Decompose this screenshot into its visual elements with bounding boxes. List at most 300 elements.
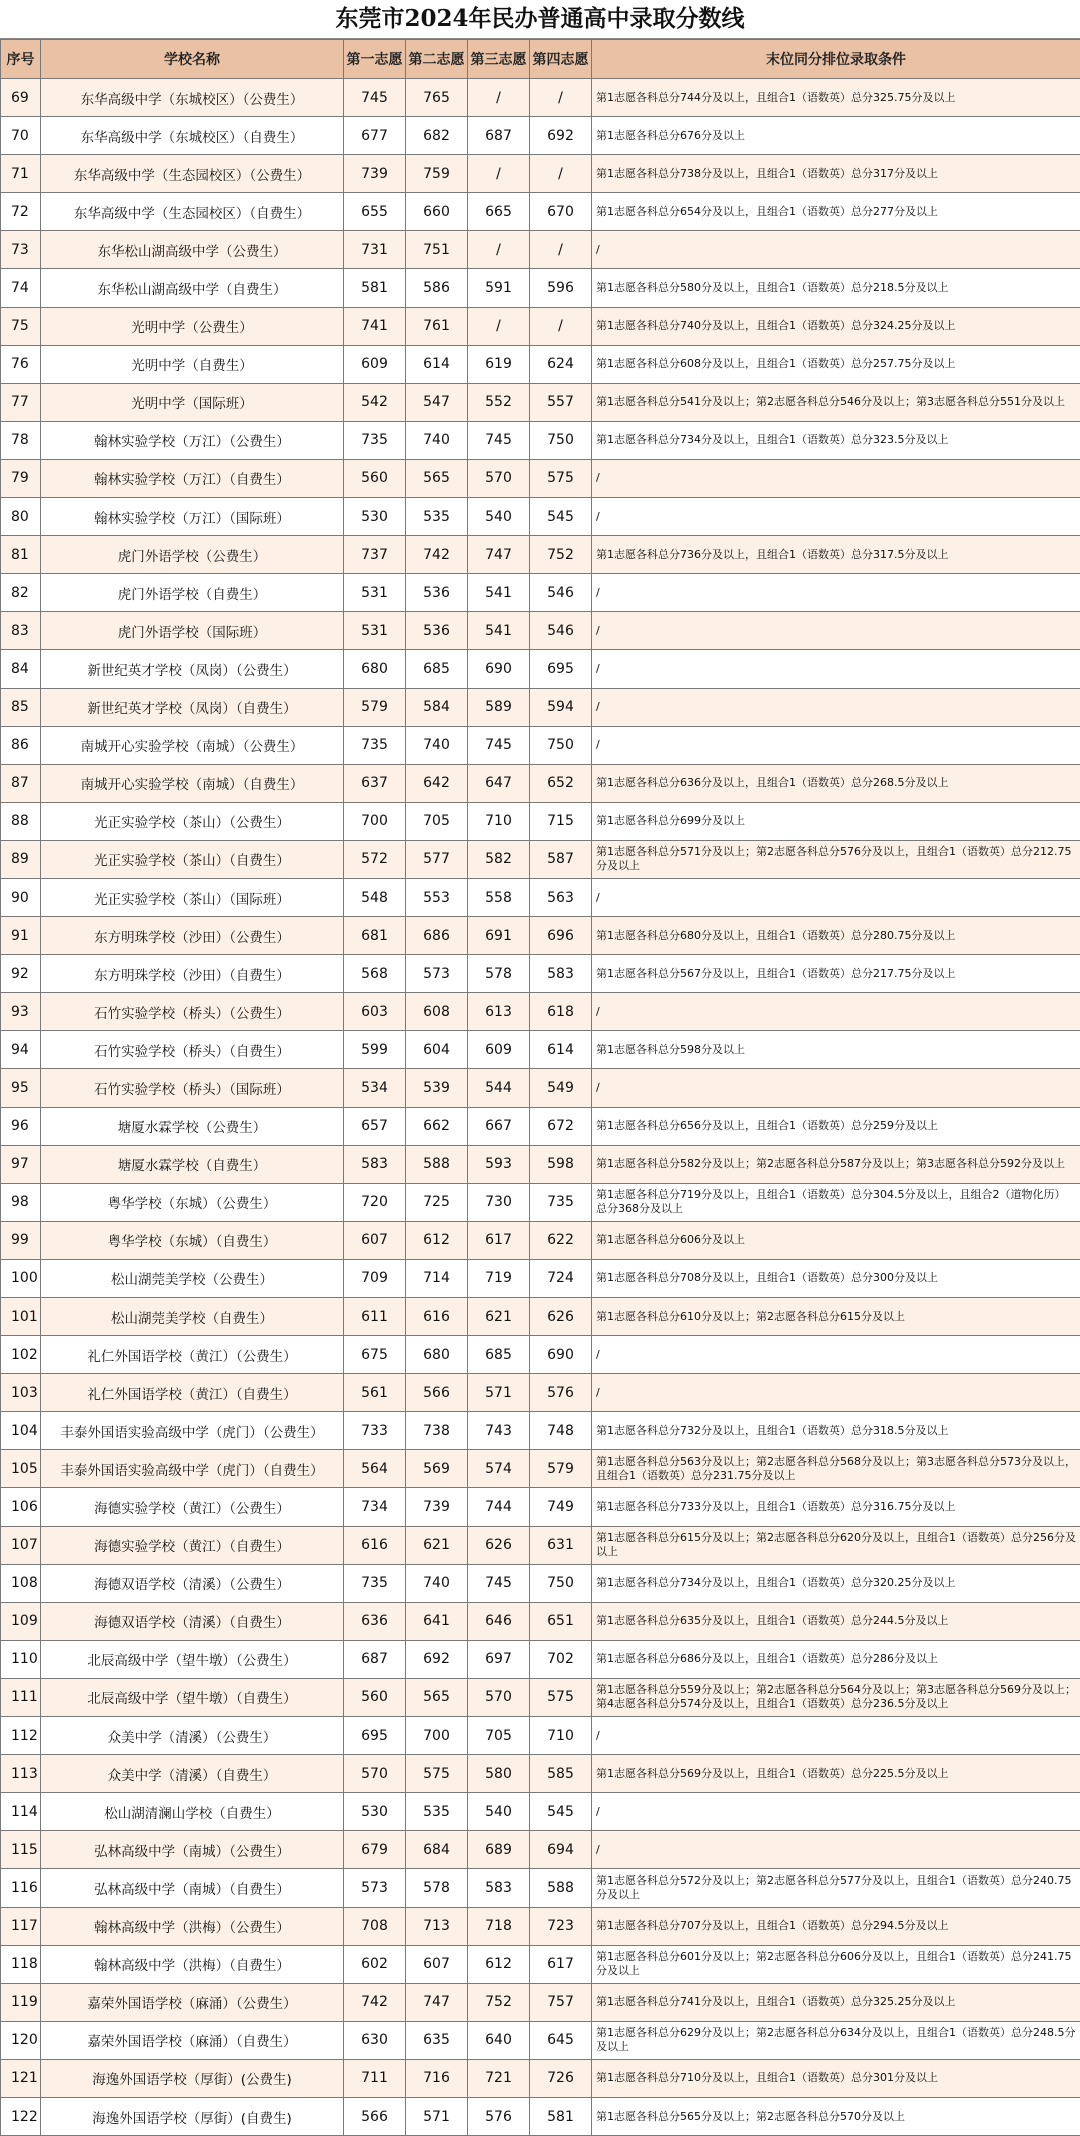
row-seq: 71: [1, 155, 41, 193]
row-choice-1: 583: [344, 1145, 406, 1183]
row-choice-4: 702: [530, 1640, 592, 1678]
row-school-name: 东华高级中学（生态园校区）（自费生）: [41, 193, 344, 231]
row-choice-3: 541: [468, 612, 530, 650]
table-row: [1, 878, 1080, 916]
row-seq: 106: [1, 1488, 41, 1526]
row-choice-2: 684: [406, 1831, 468, 1869]
row-school-name: 海德双语学校（清溪）（公费生）: [41, 1564, 344, 1602]
row-school-name: 光明中学（国际班）: [41, 383, 344, 421]
row-choice-2: 547: [406, 383, 468, 421]
row-seq: 73: [1, 231, 41, 269]
row-tiebreak-condition: 第1志愿各科总分606分及以上: [592, 1221, 1080, 1259]
admission-score-table: [0, 39, 1080, 2136]
row-school-name: 众美中学（清溪）（公费生）: [41, 1717, 344, 1755]
row-school-name: 虎门外语学校（国际班）: [41, 612, 344, 650]
row-choice-1: 534: [344, 1069, 406, 1107]
row-seq: 111: [1, 1678, 41, 1716]
row-school-name: 东华松山湖高级中学（自费生）: [41, 269, 344, 307]
row-tiebreak-condition: 第1志愿各科总分734分及以上，且组合1（语数英）总分320.25分及以上: [592, 1564, 1080, 1602]
row-choice-4: 626: [530, 1298, 592, 1336]
row-choice-2: 569: [406, 1450, 468, 1488]
table-row: [1, 726, 1080, 764]
row-choice-1: 657: [344, 1107, 406, 1145]
row-seq: 86: [1, 726, 41, 764]
table-row: [1, 917, 1080, 955]
row-choice-2: 588: [406, 1145, 468, 1183]
row-tiebreak-condition: 第1志愿各科总分559分及以上；第2志愿各科总分564分及以上；第3志愿各科总分569分及以上；第4志愿各科总分574分及以上，且组合1（语数英）总分236.5分及以上: [592, 1678, 1080, 1716]
row-choice-1: 602: [344, 1945, 406, 1983]
row-tiebreak-condition: /: [592, 688, 1080, 726]
row-choice-3: 552: [468, 383, 530, 421]
row-seq: 98: [1, 1183, 41, 1221]
row-choice-4: /: [530, 155, 592, 193]
row-choice-3: 665: [468, 193, 530, 231]
row-choice-2: 738: [406, 1412, 468, 1450]
row-tiebreak-condition: 第1志愿各科总分732分及以上，且组合1（语数英）总分318.5分及以上: [592, 1412, 1080, 1450]
row-seq: 85: [1, 688, 41, 726]
table-row: [1, 117, 1080, 155]
row-tiebreak-condition: 第1志愿各科总分740分及以上，且组合1（语数英）总分324.25分及以上: [592, 307, 1080, 345]
row-school-name: 海逸外国语学校（厚街）(公费生): [41, 2059, 344, 2097]
row-choice-4: 576: [530, 1374, 592, 1412]
row-seq: 93: [1, 993, 41, 1031]
row-choice-4: 579: [530, 1450, 592, 1488]
row-choice-4: 575: [530, 459, 592, 497]
row-seq: 69: [1, 79, 41, 117]
row-choice-2: 713: [406, 1907, 468, 1945]
row-choice-1: 708: [344, 1907, 406, 1945]
row-school-name: 光正实验学校（茶山）（国际班）: [41, 878, 344, 916]
row-choice-2: 535: [406, 1793, 468, 1831]
row-choice-1: 531: [344, 612, 406, 650]
row-seq: 97: [1, 1145, 41, 1183]
table-row: [1, 498, 1080, 536]
row-choice-2: 539: [406, 1069, 468, 1107]
row-choice-3: 752: [468, 1983, 530, 2021]
row-tiebreak-condition: /: [592, 1717, 1080, 1755]
table-row: [1, 2059, 1080, 2097]
table-row: [1, 421, 1080, 459]
row-choice-2: 553: [406, 878, 468, 916]
row-school-name: 嘉荣外国语学校（麻涌）（自费生）: [41, 2021, 344, 2059]
row-choice-3: /: [468, 155, 530, 193]
table-row: [1, 155, 1080, 193]
table-row: [1, 345, 1080, 383]
table-row: [1, 612, 1080, 650]
table-row: [1, 1793, 1080, 1831]
row-school-name: 松山湖清澜山学校（自费生）: [41, 1793, 344, 1831]
row-school-name: 弘林高级中学（南城）（公费生）: [41, 1831, 344, 1869]
row-choice-2: 740: [406, 1564, 468, 1602]
row-tiebreak-condition: /: [592, 993, 1080, 1031]
row-choice-3: 580: [468, 1755, 530, 1793]
row-tiebreak-condition: /: [592, 1831, 1080, 1869]
table-row: [1, 2097, 1080, 2135]
row-choice-1: 542: [344, 383, 406, 421]
row-choice-3: 544: [468, 1069, 530, 1107]
row-choice-4: 695: [530, 650, 592, 688]
row-choice-4: 750: [530, 1564, 592, 1602]
header-seq: 序号: [1, 40, 41, 79]
row-choice-3: 705: [468, 1717, 530, 1755]
row-choice-1: 711: [344, 2059, 406, 2097]
row-tiebreak-condition: 第1志愿各科总分708分及以上，且组合1（语数英）总分300分及以上: [592, 1259, 1080, 1297]
row-school-name: 虎门外语学校（公费生）: [41, 536, 344, 574]
row-school-name: 东华高级中学（东城校区）（公费生）: [41, 79, 344, 117]
row-choice-3: 591: [468, 269, 530, 307]
row-seq: 96: [1, 1107, 41, 1145]
row-choice-2: 692: [406, 1640, 468, 1678]
table-row: [1, 1526, 1080, 1564]
row-choice-3: 743: [468, 1412, 530, 1450]
row-school-name: 粤华学校（东城）（自费生）: [41, 1221, 344, 1259]
row-choice-2: 765: [406, 79, 468, 117]
row-choice-3: 710: [468, 802, 530, 840]
row-choice-4: 749: [530, 1488, 592, 1526]
row-choice-3: 718: [468, 1907, 530, 1945]
row-choice-4: 624: [530, 345, 592, 383]
row-choice-4: 726: [530, 2059, 592, 2097]
row-choice-1: 733: [344, 1412, 406, 1450]
table-row: [1, 1183, 1080, 1221]
row-choice-4: 618: [530, 993, 592, 1031]
row-tiebreak-condition: /: [592, 650, 1080, 688]
row-choice-4: 549: [530, 1069, 592, 1107]
row-choice-1: 739: [344, 155, 406, 193]
row-school-name: 翰林实验学校（万江）（国际班）: [41, 498, 344, 536]
row-tiebreak-condition: /: [592, 1793, 1080, 1831]
row-tiebreak-condition: 第1志愿各科总分598分及以上: [592, 1031, 1080, 1069]
row-choice-4: 690: [530, 1336, 592, 1374]
row-school-name: 海德实验学校（黄江）（公费生）: [41, 1488, 344, 1526]
row-seq: 110: [1, 1640, 41, 1678]
table-row: [1, 1069, 1080, 1107]
row-choice-4: /: [530, 79, 592, 117]
table-row: [1, 1259, 1080, 1297]
row-school-name: 嘉荣外国语学校（麻涌）（公费生）: [41, 1983, 344, 2021]
row-school-name: 东华高级中学（生态园校区）（公费生）: [41, 155, 344, 193]
row-school-name: 光正实验学校（茶山）（公费生）: [41, 802, 344, 840]
row-choice-2: 725: [406, 1183, 468, 1221]
row-seq: 105: [1, 1450, 41, 1488]
row-school-name: 松山湖莞美学校（自费生）: [41, 1298, 344, 1336]
table-row: [1, 1831, 1080, 1869]
table-row: [1, 1678, 1080, 1716]
row-choice-3: 690: [468, 650, 530, 688]
row-choice-2: 635: [406, 2021, 468, 2059]
row-tiebreak-condition: 第1志愿各科总分719分及以上，且组合1（语数英）总分304.5分及以上，且组合2（道物化历）总分368分及以上: [592, 1183, 1080, 1221]
row-choice-2: 742: [406, 536, 468, 574]
row-choice-1: 570: [344, 1755, 406, 1793]
row-tiebreak-condition: 第1志愿各科总分572分及以上；第2志愿各科总分577分及以上，且组合1（语数英）总分240.75分及以上: [592, 1869, 1080, 1907]
row-choice-4: 696: [530, 917, 592, 955]
row-school-name: 海德实验学校（黄江）（自费生）: [41, 1526, 344, 1564]
row-school-name: 海逸外国语学校（厚街）(自费生): [41, 2097, 344, 2135]
row-seq: 70: [1, 117, 41, 155]
table-row: [1, 1221, 1080, 1259]
row-choice-1: 742: [344, 1983, 406, 2021]
row-school-name: 光明中学（公费生）: [41, 307, 344, 345]
row-choice-4: 645: [530, 2021, 592, 2059]
row-tiebreak-condition: 第1志愿各科总分567分及以上，且组合1（语数英）总分217.75分及以上: [592, 955, 1080, 993]
row-choice-4: 622: [530, 1221, 592, 1259]
row-choice-2: 612: [406, 1221, 468, 1259]
row-choice-3: 621: [468, 1298, 530, 1336]
table-row: [1, 536, 1080, 574]
row-tiebreak-condition: 第1志愿各科总分686分及以上，且组合1（语数英）总分286分及以上: [592, 1640, 1080, 1678]
row-school-name: 众美中学（清溪）（自费生）: [41, 1755, 344, 1793]
row-seq: 78: [1, 421, 41, 459]
table-row: [1, 1602, 1080, 1640]
row-seq: 99: [1, 1221, 41, 1259]
row-seq: 90: [1, 878, 41, 916]
row-choice-2: 686: [406, 917, 468, 955]
row-seq: 101: [1, 1298, 41, 1336]
row-school-name: 光正实验学校（茶山）（自费生）: [41, 840, 344, 878]
row-school-name: 石竹实验学校（桥头）（公费生）: [41, 993, 344, 1031]
table-row: [1, 1298, 1080, 1336]
row-choice-2: 714: [406, 1259, 468, 1297]
table-row: [1, 1755, 1080, 1793]
row-choice-4: 715: [530, 802, 592, 840]
row-school-name: 翰林实验学校（万江）（自费生）: [41, 459, 344, 497]
row-choice-3: 685: [468, 1336, 530, 1374]
row-choice-3: 719: [468, 1259, 530, 1297]
row-choice-1: 548: [344, 878, 406, 916]
row-choice-4: 735: [530, 1183, 592, 1221]
table-row: [1, 1336, 1080, 1374]
table-row: [1, 802, 1080, 840]
row-choice-1: 560: [344, 459, 406, 497]
row-choice-1: 572: [344, 840, 406, 878]
row-choice-2: 716: [406, 2059, 468, 2097]
row-choice-4: 585: [530, 1755, 592, 1793]
table-row: [1, 1145, 1080, 1183]
row-tiebreak-condition: 第1志愿各科总分635分及以上，且组合1（语数英）总分244.5分及以上: [592, 1602, 1080, 1640]
row-school-name: 礼仁外国语学校（黄江）（公费生）: [41, 1336, 344, 1374]
header-tiebreak-condition: 末位同分排位录取条件: [592, 40, 1080, 79]
row-tiebreak-condition: 第1志愿各科总分741分及以上，且组合1（语数英）总分325.25分及以上: [592, 1983, 1080, 2021]
row-choice-2: 566: [406, 1374, 468, 1412]
table-row: [1, 1983, 1080, 2021]
table-row: [1, 1031, 1080, 1069]
row-choice-4: /: [530, 307, 592, 345]
row-choice-3: /: [468, 307, 530, 345]
row-choice-4: 757: [530, 1983, 592, 2021]
row-choice-3: 745: [468, 421, 530, 459]
table-row: [1, 1488, 1080, 1526]
table-row: [1, 1107, 1080, 1145]
row-choice-3: 647: [468, 764, 530, 802]
row-choice-3: 626: [468, 1526, 530, 1564]
row-choice-4: 598: [530, 1145, 592, 1183]
table-row: [1, 1564, 1080, 1602]
row-tiebreak-condition: 第1志愿各科总分608分及以上，且组合1（语数英）总分257.75分及以上: [592, 345, 1080, 383]
row-choice-1: 581: [344, 269, 406, 307]
header-choice-2: 第二志愿: [406, 40, 468, 79]
row-choice-4: 588: [530, 1869, 592, 1907]
row-choice-2: 621: [406, 1526, 468, 1564]
row-school-name: 南城开心实验学校（南城）（自费生）: [41, 764, 344, 802]
row-choice-2: 586: [406, 269, 468, 307]
row-choice-3: 589: [468, 688, 530, 726]
row-choice-2: 573: [406, 955, 468, 993]
row-choice-1: 655: [344, 193, 406, 231]
row-choice-2: 641: [406, 1602, 468, 1640]
row-choice-3: 576: [468, 2097, 530, 2135]
row-choice-3: 619: [468, 345, 530, 383]
row-seq: 72: [1, 193, 41, 231]
row-seq: 75: [1, 307, 41, 345]
row-school-name: 北辰高级中学（望牛墩）（公费生）: [41, 1640, 344, 1678]
row-seq: 81: [1, 536, 41, 574]
table-row: [1, 231, 1080, 269]
row-choice-2: 565: [406, 1678, 468, 1716]
row-tiebreak-condition: /: [592, 231, 1080, 269]
row-tiebreak-condition: 第1志愿各科总分744分及以上，且组合1（语数英）总分325.75分及以上: [592, 79, 1080, 117]
row-school-name: 虎门外语学校（自费生）: [41, 574, 344, 612]
row-choice-3: 691: [468, 917, 530, 955]
row-seq: 109: [1, 1602, 41, 1640]
row-choice-4: 587: [530, 840, 592, 878]
table-row: [1, 2021, 1080, 2059]
row-choice-1: 681: [344, 917, 406, 955]
row-choice-2: 608: [406, 993, 468, 1031]
row-choice-3: 582: [468, 840, 530, 878]
row-tiebreak-condition: 第1志愿各科总分615分及以上；第2志愿各科总分620分及以上，且组合1（语数英）总分256分及以上: [592, 1526, 1080, 1564]
row-seq: 88: [1, 802, 41, 840]
row-tiebreak-condition: 第1志愿各科总分707分及以上，且组合1（语数英）总分294.5分及以上: [592, 1907, 1080, 1945]
row-choice-4: 614: [530, 1031, 592, 1069]
row-choice-1: 677: [344, 117, 406, 155]
row-choice-1: 603: [344, 993, 406, 1031]
row-choice-1: 679: [344, 1831, 406, 1869]
row-choice-3: 640: [468, 2021, 530, 2059]
table-row: [1, 840, 1080, 878]
row-choice-1: 579: [344, 688, 406, 726]
row-school-name: 光明中学（自费生）: [41, 345, 344, 383]
row-tiebreak-condition: 第1志愿各科总分629分及以上；第2志愿各科总分634分及以上，且组合1（语数英）总分248.5分及以上: [592, 2021, 1080, 2059]
row-choice-4: 752: [530, 536, 592, 574]
row-choice-3: 667: [468, 1107, 530, 1145]
row-tiebreak-condition: 第1志愿各科总分582分及以上；第2志愿各科总分587分及以上；第3志愿各科总分592分及以上: [592, 1145, 1080, 1183]
row-choice-1: 609: [344, 345, 406, 383]
row-choice-1: 568: [344, 955, 406, 993]
table-row: [1, 307, 1080, 345]
row-choice-3: 540: [468, 1793, 530, 1831]
row-choice-2: 660: [406, 193, 468, 231]
table-row: [1, 993, 1080, 1031]
row-seq: 87: [1, 764, 41, 802]
row-choice-3: 747: [468, 536, 530, 574]
row-tiebreak-condition: /: [592, 1336, 1080, 1374]
row-choice-1: 680: [344, 650, 406, 688]
row-school-name: 松山湖莞美学校（公费生）: [41, 1259, 344, 1297]
row-choice-3: 730: [468, 1183, 530, 1221]
row-tiebreak-condition: 第1志愿各科总分738分及以上，且组合1（语数英）总分317分及以上: [592, 155, 1080, 193]
row-school-name: 新世纪英才学校（凤岗）（自费生）: [41, 688, 344, 726]
table-row: [1, 955, 1080, 993]
table-row: [1, 764, 1080, 802]
row-seq: 112: [1, 1717, 41, 1755]
row-school-name: 东方明珠学校（沙田）（公费生）: [41, 917, 344, 955]
row-seq: 107: [1, 1526, 41, 1564]
table-row: [1, 574, 1080, 612]
row-seq: 103: [1, 1374, 41, 1412]
row-choice-4: 710: [530, 1717, 592, 1755]
row-choice-2: 577: [406, 840, 468, 878]
row-choice-3: /: [468, 79, 530, 117]
row-tiebreak-condition: /: [592, 574, 1080, 612]
row-choice-4: 692: [530, 117, 592, 155]
row-tiebreak-condition: 第1志愿各科总分571分及以上；第2志愿各科总分576分及以上，且组合1（语数英）总分212.75分及以上: [592, 840, 1080, 878]
row-choice-1: 531: [344, 574, 406, 612]
row-choice-1: 741: [344, 307, 406, 345]
row-choice-1: 599: [344, 1031, 406, 1069]
row-choice-3: 574: [468, 1450, 530, 1488]
row-tiebreak-condition: /: [592, 498, 1080, 536]
row-choice-4: 750: [530, 726, 592, 764]
row-choice-2: 642: [406, 764, 468, 802]
row-choice-3: 745: [468, 1564, 530, 1602]
row-choice-2: 578: [406, 1869, 468, 1907]
row-choice-3: 744: [468, 1488, 530, 1526]
table-row: [1, 193, 1080, 231]
row-choice-3: 571: [468, 1374, 530, 1412]
row-seq: 74: [1, 269, 41, 307]
header-choice-3: 第三志愿: [468, 40, 530, 79]
row-choice-2: 616: [406, 1298, 468, 1336]
row-seq: 119: [1, 1983, 41, 2021]
row-school-name: 翰林高级中学（洪梅）（自费生）: [41, 1945, 344, 1983]
row-school-name: 东方明珠学校（沙田）（自费生）: [41, 955, 344, 993]
row-choice-2: 700: [406, 1717, 468, 1755]
table-row: [1, 1450, 1080, 1488]
row-choice-3: 646: [468, 1602, 530, 1640]
row-choice-4: 596: [530, 269, 592, 307]
row-choice-1: 737: [344, 536, 406, 574]
table-row: [1, 459, 1080, 497]
row-choice-3: /: [468, 231, 530, 269]
table-row: [1, 1640, 1080, 1678]
row-tiebreak-condition: 第1志愿各科总分680分及以上，且组合1（语数英）总分280.75分及以上: [592, 917, 1080, 955]
row-choice-2: 739: [406, 1488, 468, 1526]
row-choice-1: 566: [344, 2097, 406, 2135]
row-choice-2: 584: [406, 688, 468, 726]
row-seq: 79: [1, 459, 41, 497]
table-row: [1, 1374, 1080, 1412]
row-tiebreak-condition: /: [592, 612, 1080, 650]
row-choice-4: 723: [530, 1907, 592, 1945]
row-choice-4: 652: [530, 764, 592, 802]
row-choice-2: 565: [406, 459, 468, 497]
row-choice-4: 724: [530, 1259, 592, 1297]
row-choice-1: 709: [344, 1259, 406, 1297]
row-seq: 120: [1, 2021, 41, 2059]
row-seq: 76: [1, 345, 41, 383]
header-school-name: 学校名称: [41, 40, 344, 79]
table-header-row: [1, 40, 1080, 79]
row-choice-4: 750: [530, 421, 592, 459]
row-choice-3: 721: [468, 2059, 530, 2097]
row-seq: 92: [1, 955, 41, 993]
row-school-name: 南城开心实验学校（南城）（公费生）: [41, 726, 344, 764]
row-seq: 113: [1, 1755, 41, 1793]
row-seq: 83: [1, 612, 41, 650]
row-seq: 95: [1, 1069, 41, 1107]
row-tiebreak-condition: 第1志愿各科总分699分及以上: [592, 802, 1080, 840]
row-seq: 84: [1, 650, 41, 688]
